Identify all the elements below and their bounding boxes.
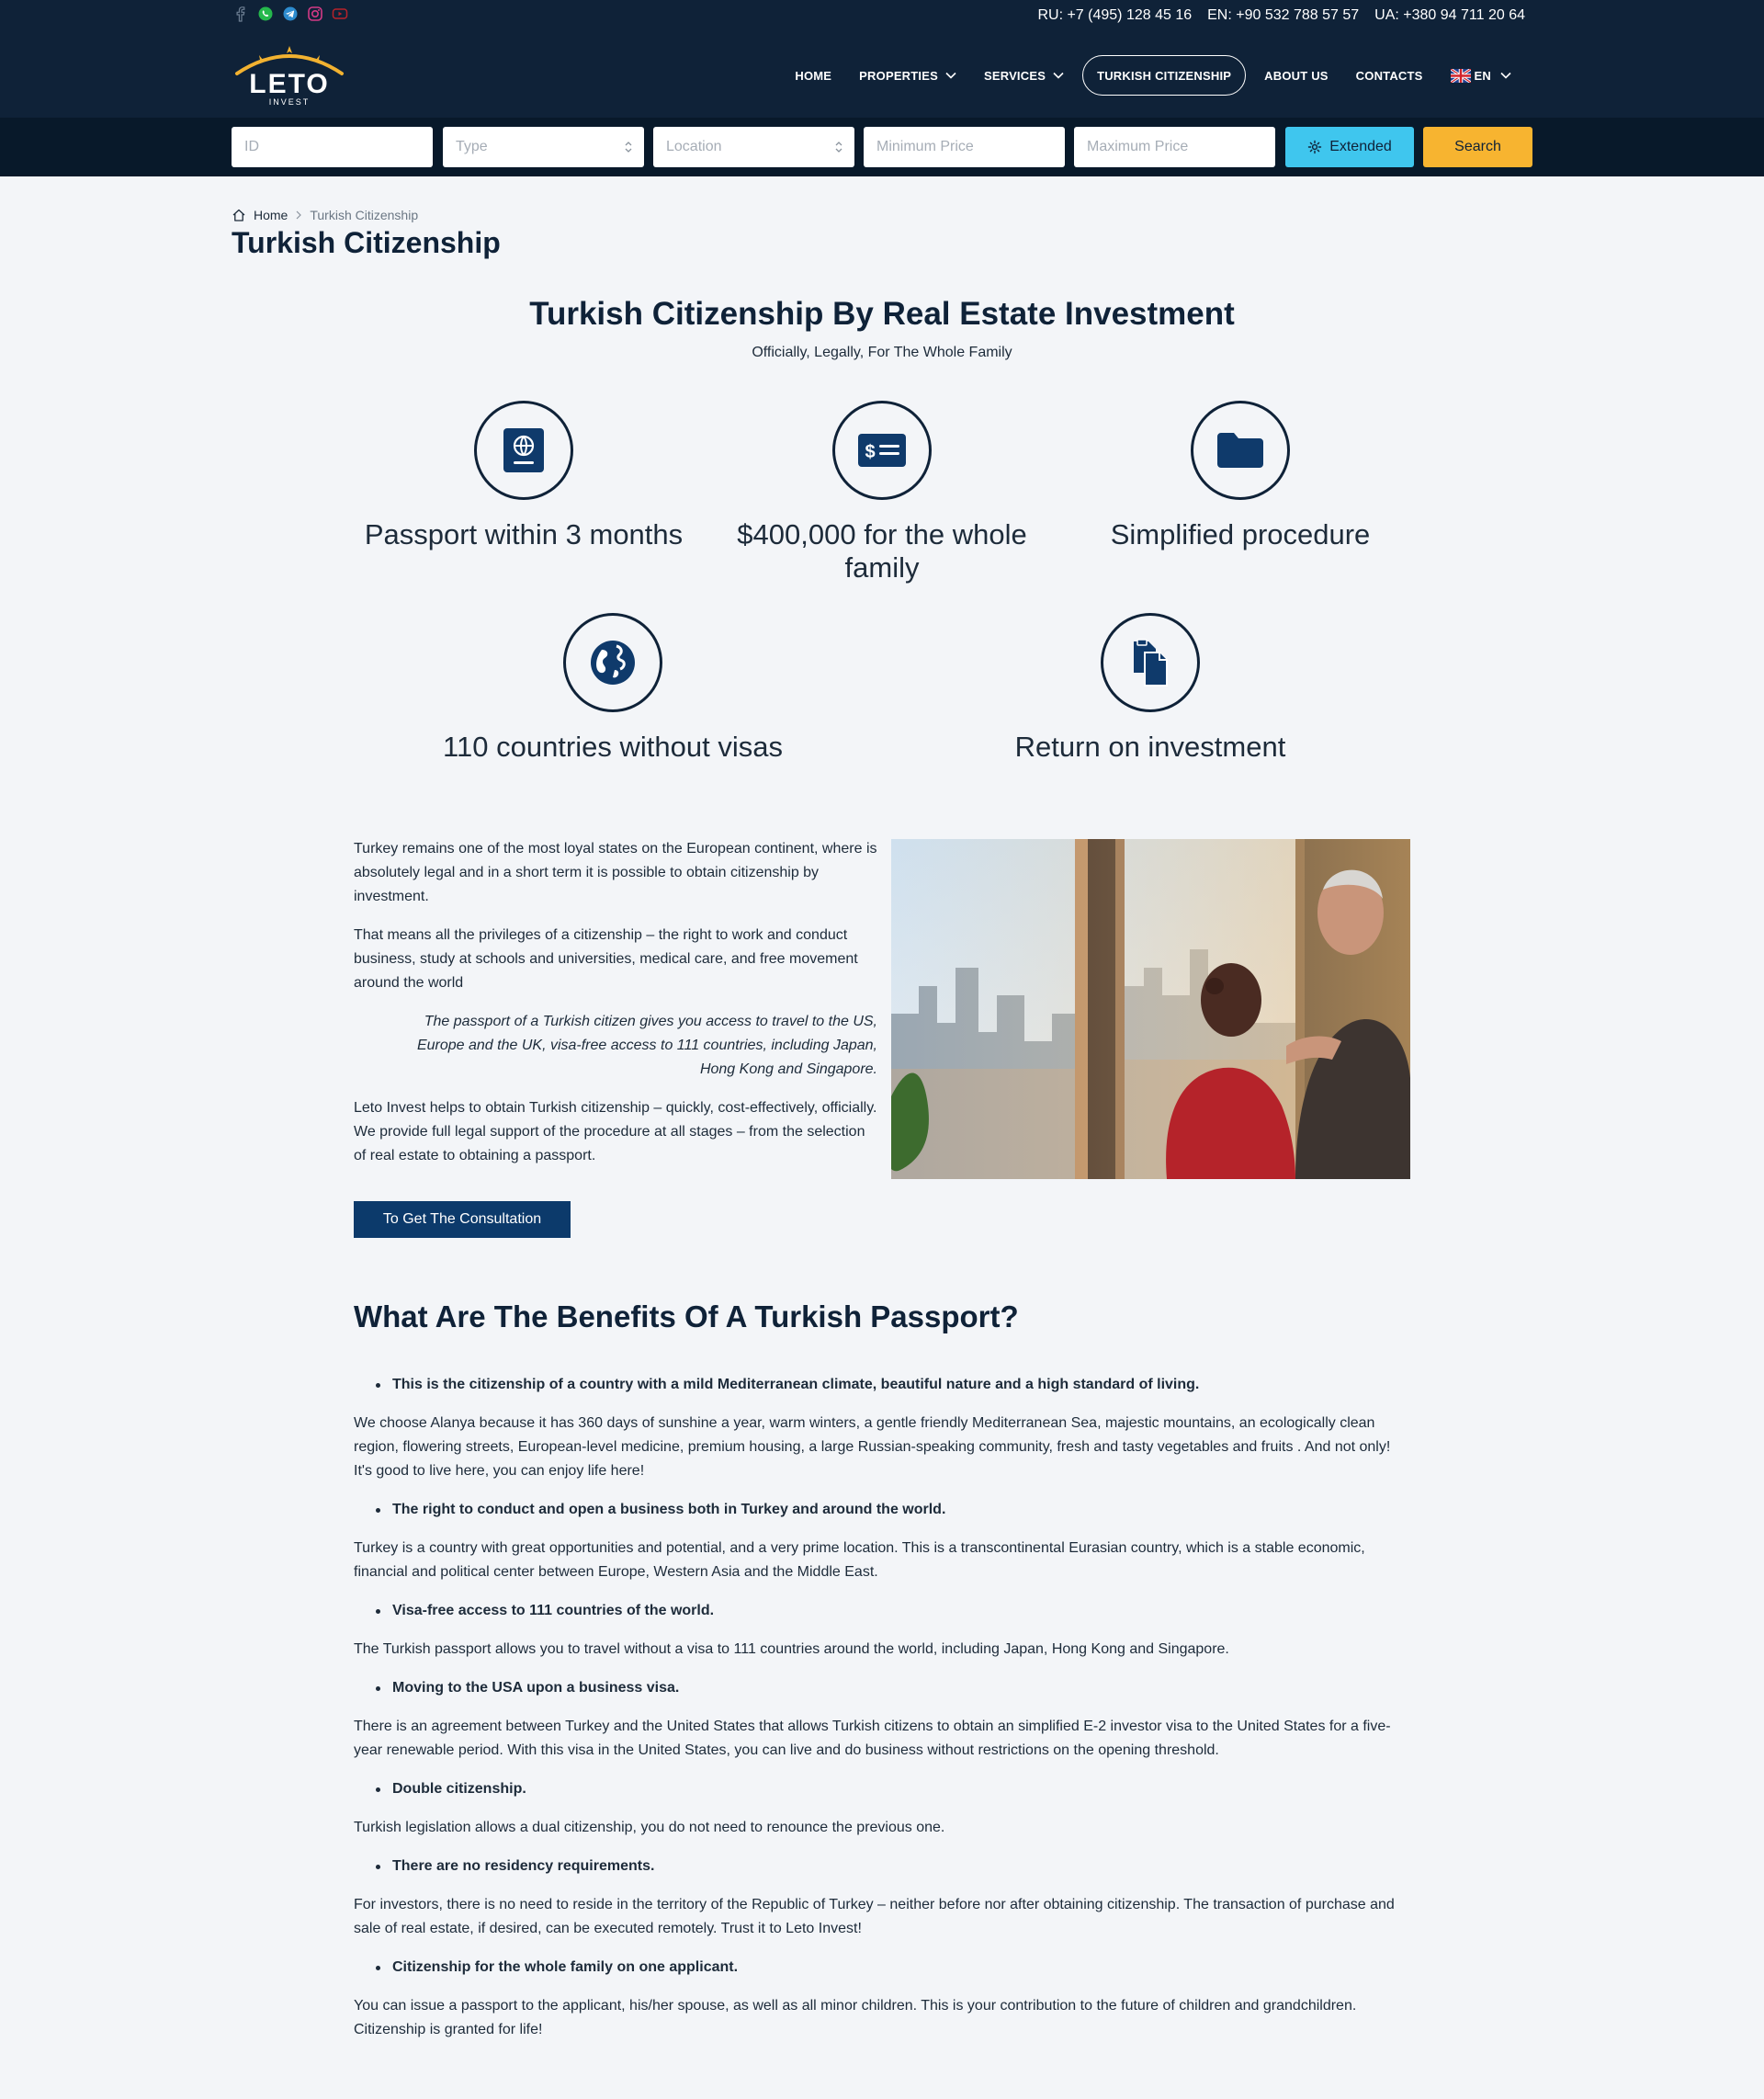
home-icon[interactable] (232, 208, 246, 222)
phone-ua[interactable]: UA: +380 94 711 20 64 (1374, 7, 1525, 23)
intro-paragraph: That means all the privileges of a citizenship – the right to work and conduct business, study at schools and universities, medical care, and free movement around the world (354, 927, 858, 991)
couple-at-window-photo (891, 839, 1410, 1179)
benefit-heading: This is the citizenship of a country with a mild Mediterranean climate, beautiful nature and a high standard of living. (354, 1373, 1410, 1397)
logo-subtext: INVEST (268, 97, 311, 107)
language-selector[interactable] (1437, 55, 1525, 96)
extended-search-button[interactable] (1285, 127, 1414, 167)
extended-search-label: Extended (1329, 139, 1392, 154)
gear-icon (1307, 140, 1322, 154)
top-bar (232, 6, 1525, 28)
phone-numbers (1037, 6, 1525, 26)
type-select-placeholder: Type (456, 139, 488, 154)
logo-text: LETO (249, 69, 330, 99)
svg-text:$: $ (865, 442, 876, 462)
social-links (232, 6, 348, 22)
telegram-icon[interactable] (282, 6, 299, 22)
min-price-input[interactable] (864, 127, 1065, 167)
location-select-placeholder: Location (666, 139, 722, 154)
uk-flag-icon (1451, 69, 1471, 83)
main-nav (781, 55, 1525, 96)
feature-return (976, 613, 1325, 764)
benefit-text: Turkish legislation allows a dual citizenship, you do not need to renounce the previous one. (354, 1820, 945, 1835)
chevron-down-icon (1053, 72, 1064, 79)
feature-text: $400,000 for the whole family (737, 518, 1027, 584)
nav-properties-label: PROPERTIES (859, 68, 938, 83)
feature-text: Simplified procedure (1110, 518, 1371, 550)
benefit-text: Turkey is a country with great opportunities and potential, and a very prime location. This is a transcontinental Eurasian country, which is a stable economic, financial and political center between Europe, Western Asia and the Middle East. (354, 1540, 1365, 1580)
feature-icon-circle (1101, 613, 1200, 712)
intro-paragraph: Turkey remains one of the most loyal states on the European continent, where is absolutely legal and in a short term it is possible to obtain citizenship by investment. (354, 841, 877, 904)
max-price-placeholder: Maximum Price (1087, 139, 1189, 154)
phone-ru[interactable]: RU: +7 (495) 128 45 16 (1037, 7, 1193, 23)
folder-icon (1216, 431, 1265, 470)
documents-icon (1128, 638, 1172, 687)
main-nav-row (0, 35, 1764, 118)
hero-subtitle: Officially, Legally, For The Whole Family (752, 345, 1012, 360)
search-button-label: Search (1454, 139, 1501, 154)
youtube-icon[interactable] (332, 6, 348, 22)
max-price-input[interactable] (1074, 127, 1275, 167)
photo-illustration (891, 839, 1410, 1179)
benefit-text: We choose Alanya because it has 360 days of sunshine a year, warm winters, a gentle friendly Mediterranean Sea, majestic mountains, an ecologically clean region, flowering streets, European-level medicine, premium housing, a large Russian-speaking community, fresh and tasty vegetables and fruits . And not only! It's good to live here, you can enjoy life here! (354, 1415, 1391, 1479)
nav-home[interactable] (781, 55, 845, 96)
min-price-placeholder: Minimum Price (876, 139, 974, 154)
facebook-icon[interactable] (232, 6, 249, 22)
property-search-bar (0, 118, 1764, 176)
site-header (0, 0, 1764, 176)
nav-turkish-citizenship-label: TURKISH CITIZENSHIP (1097, 68, 1232, 83)
breadcrumb-current: Turkish Citizenship (310, 208, 419, 222)
money-card-icon (857, 432, 907, 469)
breadcrumb-home[interactable]: Home (254, 208, 288, 222)
feature-icon-circle (832, 401, 932, 500)
intro-text (354, 837, 877, 1183)
nav-about-us-label: ABOUT US (1264, 68, 1329, 83)
nav-about-us[interactable] (1250, 55, 1342, 96)
feature-icon-circle (474, 401, 573, 500)
benefit-heading: Visa-free access to 111 countries of the world. (354, 1599, 1410, 1623)
nav-contacts-label: CONTACTS (1355, 68, 1423, 83)
page-title: Turkish Citizenship (232, 226, 501, 259)
hero-title: Turkish Citizenship By Real Estate Investment (529, 296, 1235, 332)
benefit-heading: There are no residency requirements. (354, 1855, 1410, 1878)
type-select[interactable] (443, 127, 644, 167)
nav-services-label: SERVICES (983, 68, 1046, 83)
logo-sun-arc-icon (232, 42, 347, 107)
feature-icon-circle (563, 613, 662, 712)
language-label: EN (1474, 68, 1491, 83)
updown-chevron-icon (834, 141, 843, 153)
instagram-icon[interactable] (307, 6, 323, 22)
chevron-down-icon (945, 72, 956, 79)
get-consultation-label: To Get The Consultation (382, 1211, 542, 1227)
feature-price (707, 401, 1057, 584)
benefit-text: The Turkish passport allows you to travel without a visa to 111 countries around the world, including Japan, Hong Kong and Singapore. (354, 1641, 1229, 1657)
benefits-list (354, 1373, 1410, 2057)
whatsapp-icon[interactable] (257, 6, 274, 22)
breadcrumb (232, 208, 418, 222)
benefit-heading: Moving to the USA upon a business visa. (354, 1676, 1410, 1700)
benefit-heading: The right to conduct and open a business both in Turkey and around the world. (354, 1498, 1410, 1522)
nav-services[interactable] (970, 55, 1078, 96)
chevron-right-icon (295, 210, 302, 220)
phone-en[interactable]: EN: +90 532 788 57 57 (1207, 7, 1360, 23)
feature-text: Return on investment (1014, 731, 1286, 763)
intro-quote: The passport of a Turkish citizen gives you access to travel to the US, Europe and the UK, visa-free access to 111 countries, including Japan, Hong Kong and Singapore. (416, 1014, 877, 1077)
nav-properties[interactable] (845, 55, 970, 96)
benefit-text: There is an agreement between Turkey and the United States that allows Turkish citizens to obtain an simplified E-2 investor visa to the United States for a five-year renewable period. With this visa in the United States, you can live and do business without restrictions on the opening threshold. (354, 1719, 1391, 1758)
id-input[interactable] (232, 127, 433, 167)
nav-turkish-citizenship[interactable] (1082, 55, 1246, 96)
globe-icon (589, 639, 637, 686)
feature-visa-free (438, 613, 787, 764)
get-consultation-button[interactable] (354, 1201, 571, 1238)
feature-text: 110 countries without visas (443, 731, 783, 763)
benefit-text: You can issue a passport to the applicant, his/her spouse, as well as all minor children. This is your contribution to the future of children and grandchildren. Citizenship is granted for life! (354, 1998, 1357, 2037)
feature-passport (349, 401, 698, 551)
nav-contacts[interactable] (1342, 55, 1437, 96)
benefit-heading: Citizenship for the whole family on one applicant. (354, 1956, 1410, 1980)
feature-procedure (1066, 401, 1415, 551)
chevron-down-icon (1500, 72, 1511, 79)
benefits-title: What Are The Benefits Of A Turkish Passport? (354, 1299, 1019, 1333)
leto-invest-logo[interactable] (232, 42, 347, 107)
benefit-text: For investors, there is no need to reside in the territory of the Republic of Turkey – neither before nor after obtaining citizenship. The transaction of purchase and sale of real estate, if desired, can be executed remotely. Trust it to Leto Invest! (354, 1897, 1395, 1936)
nav-home-label: HOME (795, 68, 832, 83)
search-button[interactable] (1423, 127, 1532, 167)
feature-text: Passport within 3 months (364, 518, 684, 550)
feature-icon-circle (1191, 401, 1290, 500)
location-select[interactable] (653, 127, 854, 167)
passport-icon (502, 426, 546, 474)
id-input-placeholder: ID (244, 139, 259, 154)
intro-paragraph: Leto Invest helps to obtain Turkish citizenship – quickly, cost-effectively, officially. We provide full legal support of the procedure at all stages – from the selection of real estate to obtaining a passport. (354, 1100, 877, 1163)
updown-chevron-icon (624, 141, 633, 153)
benefit-heading: Double citizenship. (354, 1777, 1410, 1801)
